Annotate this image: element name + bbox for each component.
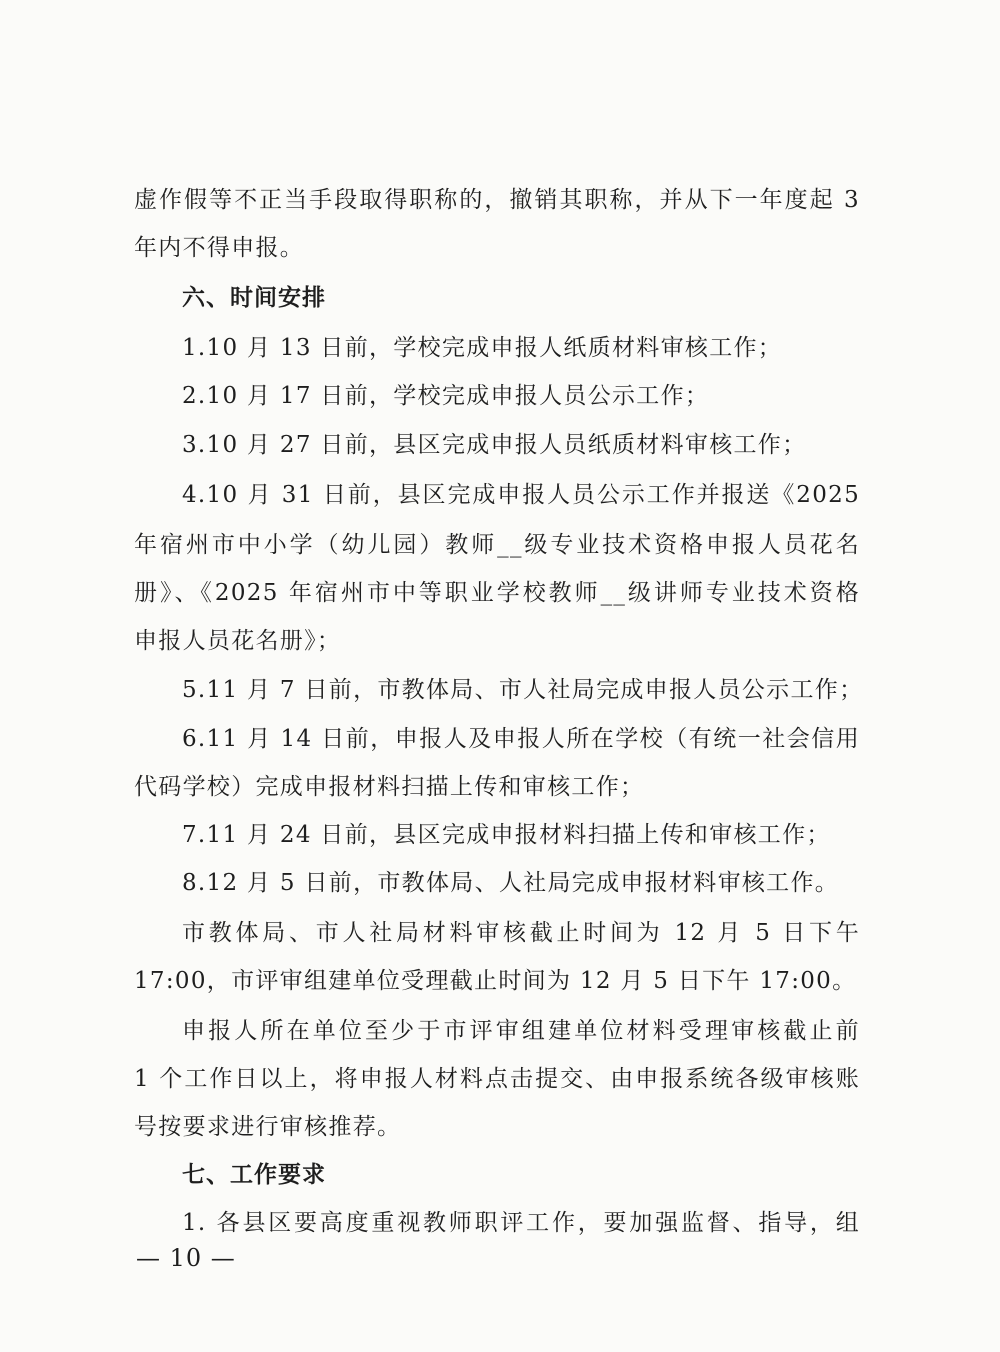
body-line: 申报人所在单位至少于市评审组建单位材料受理审核截止前 bbox=[182, 1018, 860, 1044]
section-heading: 六、时间安排 bbox=[182, 285, 326, 311]
body-line: 年宿州市中小学（幼儿园）教师__级专业技术资格申报人员花名 bbox=[134, 532, 860, 558]
list-item: 8.12 月 5 日前，市教体局、人社局完成申报材料审核工作。 bbox=[182, 870, 840, 896]
list-item: 4.10 月 31 日前，县区完成申报人员公示工作并报送《2025 bbox=[182, 482, 860, 508]
body-line: 17:00，市评审组建单位受理截止时间为 12 月 5 日下午 17:00。 bbox=[134, 968, 857, 994]
page-number: — 10 — bbox=[136, 1244, 236, 1272]
body-line: 号按要求进行审核推荐。 bbox=[134, 1114, 402, 1140]
list-item: 6.11 月 14 日前，申报人及申报人所在学校（有统一社会信用 bbox=[182, 726, 860, 752]
body-line: 申报人员花名册》； bbox=[134, 628, 342, 654]
list-item: 1.10 月 13 日前，学校完成申报人纸质材料审核工作； bbox=[182, 335, 783, 361]
list-item: 3.10 月 27 日前，县区完成申报人员纸质材料审核工作； bbox=[182, 432, 807, 458]
list-item: 2.10 月 17 日前，学校完成申报人员公示工作； bbox=[182, 383, 710, 409]
body-line: 1 个工作日以上，将申报人材料点击提交、由申报系统各级审核账 bbox=[134, 1066, 860, 1092]
body-line: 虚作假等不正当手段取得职称的，撤销其职称，并从下一年度起 3 bbox=[134, 187, 860, 213]
body-line: 册》、《2025 年宿州市中等职业学校教师__级讲师专业技术资格 bbox=[134, 580, 860, 606]
section-heading: 七、工作要求 bbox=[182, 1162, 326, 1188]
body-line: 年内不得申报。 bbox=[134, 235, 305, 261]
list-item: 5.11 月 7 日前，市教体局、市人社局完成申报人员公示工作； bbox=[182, 677, 864, 703]
list-item: 7.11 月 24 日前，县区完成申报材料扫描上传和审核工作； bbox=[182, 822, 831, 848]
body-line: 代码学校）完成申报材料扫描上传和审核工作； bbox=[134, 774, 645, 800]
list-item: 1. 各县区要高度重视教师职评工作，要加强监督、指导，组 bbox=[182, 1210, 860, 1236]
body-line: 市教体局、市人社局材料审核截止时间为 12 月 5 日下午 bbox=[182, 920, 860, 946]
